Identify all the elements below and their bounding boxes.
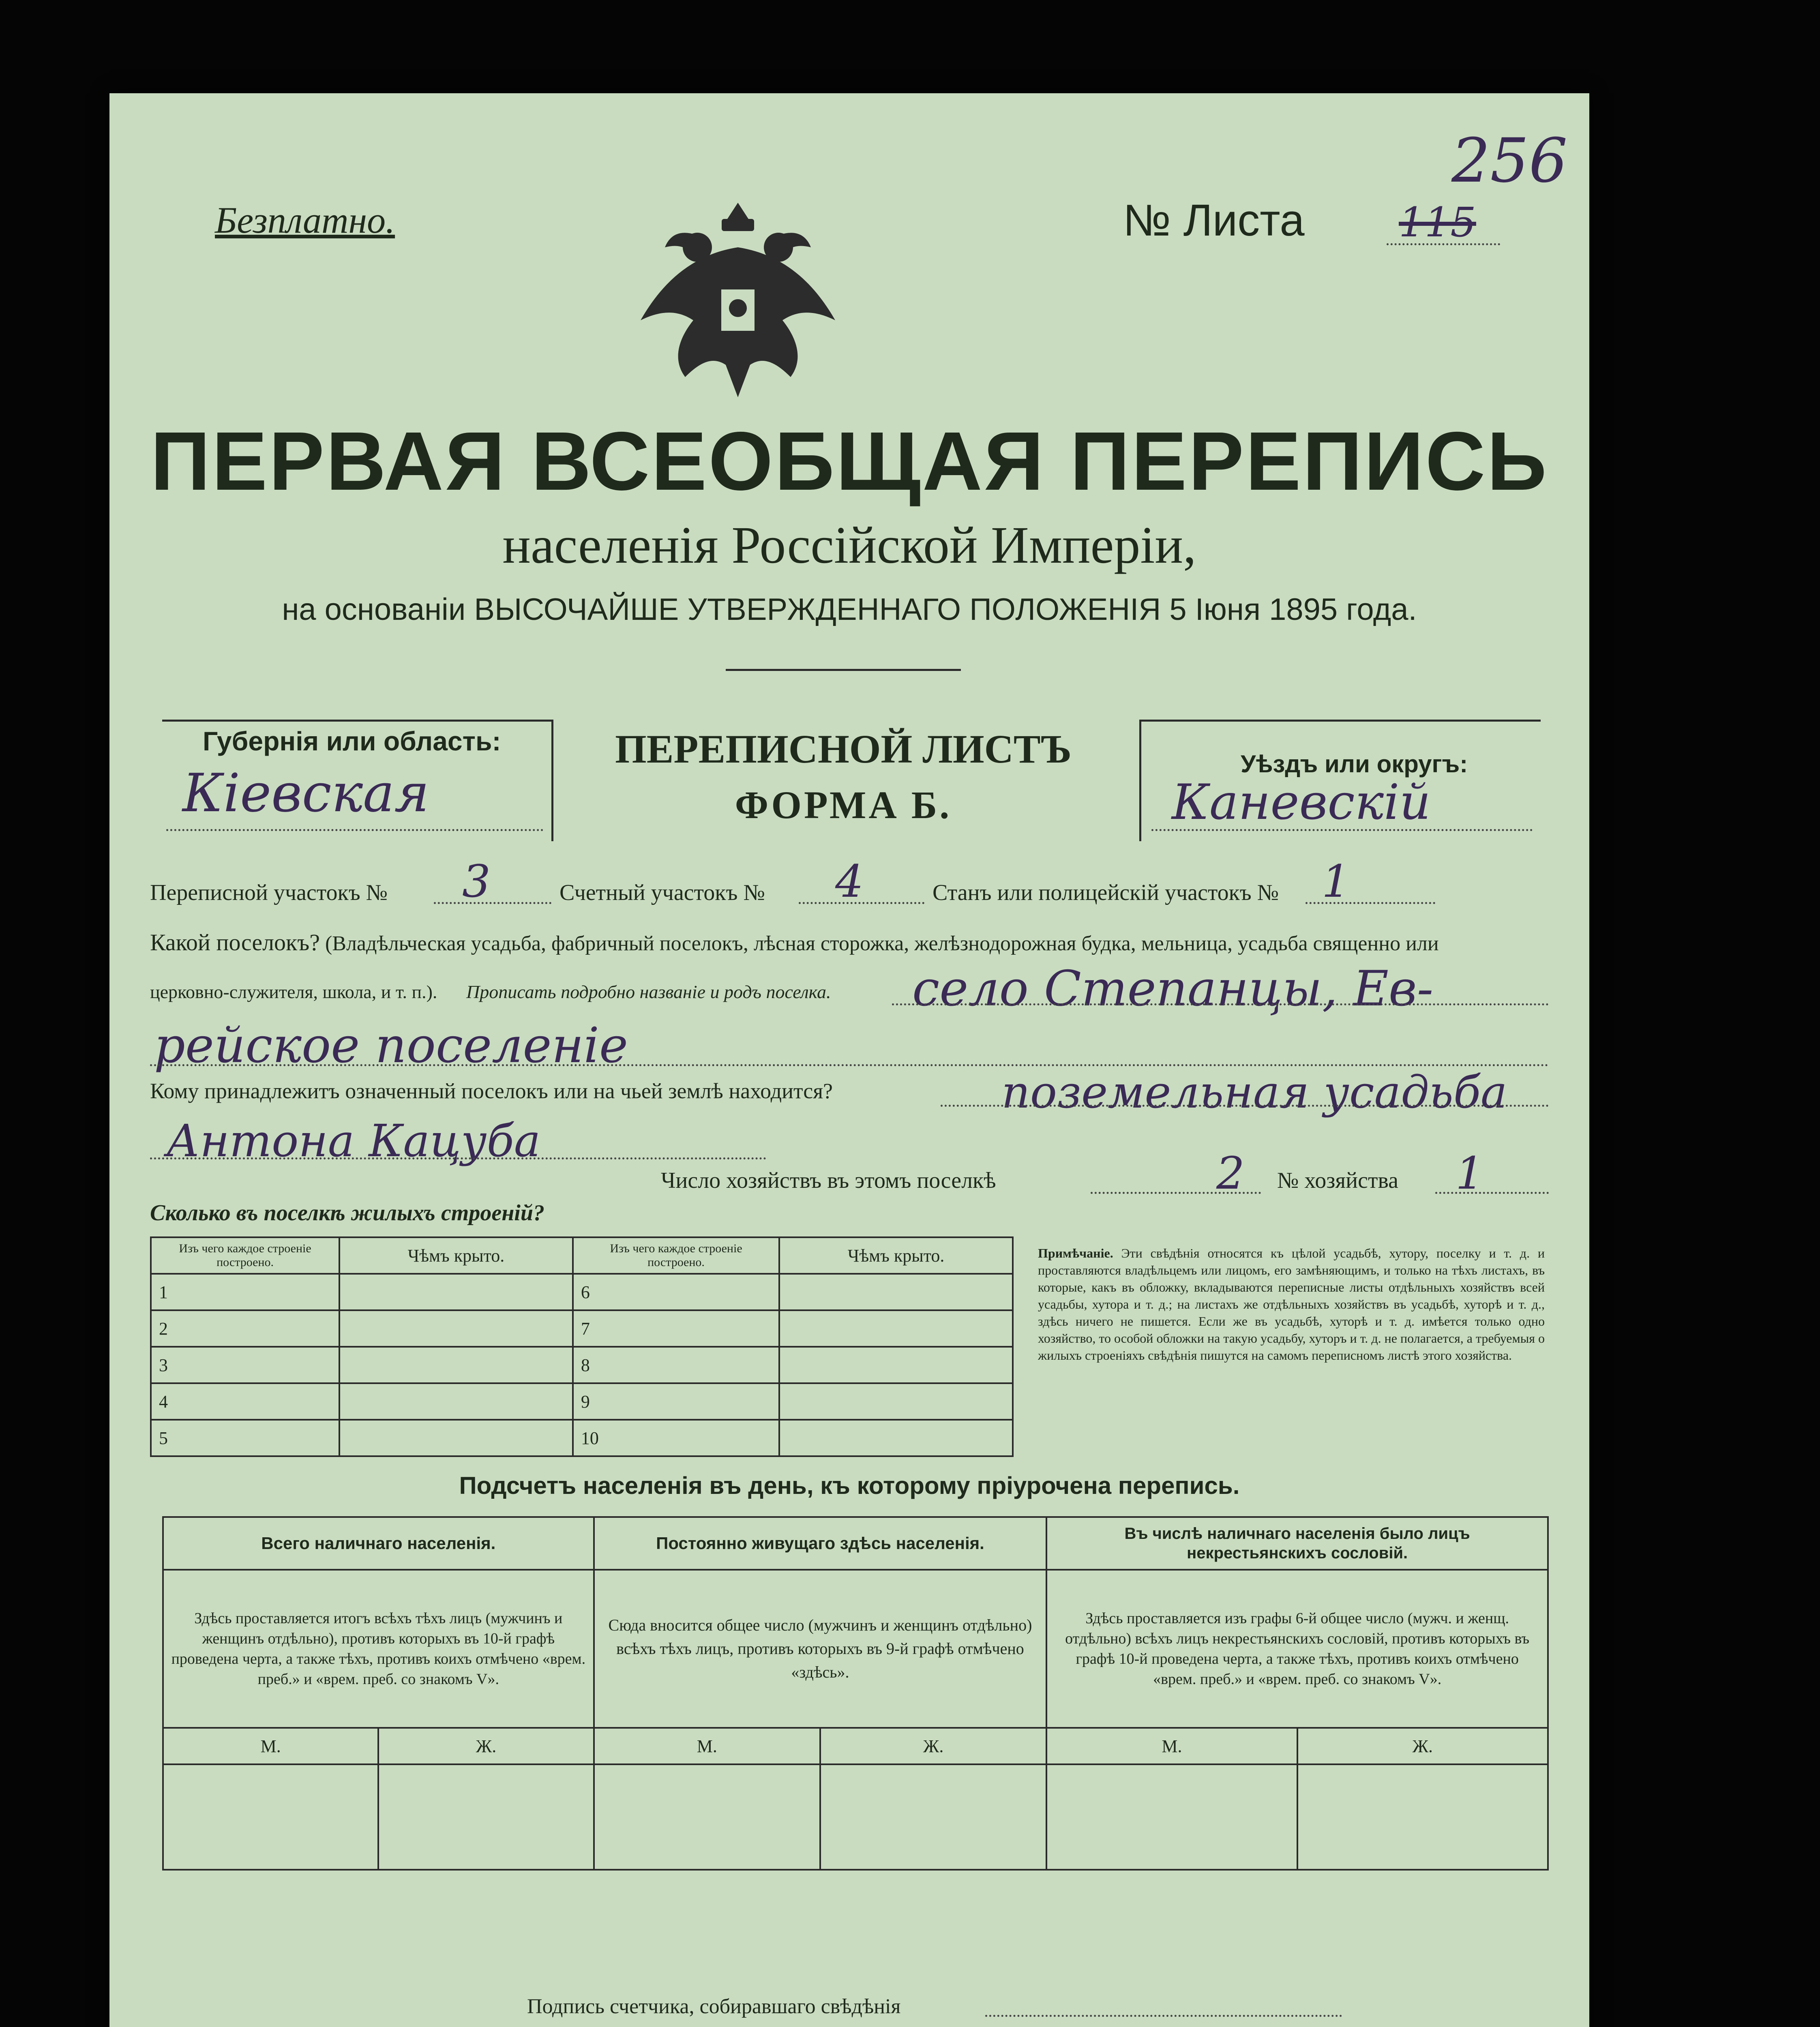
pop-cell <box>378 1764 594 1870</box>
stan-label: Станъ или полицейскій участокъ № <box>933 880 1279 905</box>
building-cell <box>779 1347 1013 1383</box>
pop-col3-title: Въ числѣ наличнаго населенія было лицъ некрестьянскихъ сословій. <box>1046 1517 1548 1570</box>
stan-line <box>1306 902 1435 904</box>
free-label: Безплатно. <box>215 199 395 241</box>
population-table <box>162 1516 1549 1871</box>
census-basis: на основаніи ВЫСОЧАЙШЕ УТВЕРЖДЕННАГО ПОЛОЖЕНІЯ 5 Іюня 1895 года. <box>282 592 1417 627</box>
pop-col1-f: Ж. <box>378 1728 594 1764</box>
form-type: ФОРМА Б. <box>735 783 952 827</box>
uezd-line <box>1151 829 1533 831</box>
building-row-num: 9 <box>573 1383 779 1420</box>
census-area-line <box>434 902 551 904</box>
building-row-num: 2 <box>151 1310 339 1347</box>
settlement-question: Какой поселокъ? <box>150 929 320 956</box>
pop-cell <box>1046 1764 1297 1870</box>
settlement-hint-instruction: Прописать подробно названіе и родъ поселка. <box>466 981 831 1002</box>
owner-line-1 <box>941 1105 1549 1107</box>
count-area-line <box>799 902 924 904</box>
census-area-value: 3 <box>462 855 491 907</box>
buildings-col-material-left: Изъ чего каждое строеніе построено. <box>151 1237 339 1274</box>
buildings-col-material-right: Изъ чего каждое строеніе построено. <box>573 1237 779 1274</box>
buildings-note <box>1038 1245 1545 1364</box>
building-row-num: 8 <box>573 1347 779 1383</box>
title-divider <box>726 669 961 671</box>
households-line <box>1091 1192 1261 1194</box>
household-no-line <box>1435 1192 1549 1194</box>
building-cell <box>339 1310 573 1347</box>
pop-cell <box>820 1764 1046 1870</box>
building-row-num: 1 <box>151 1274 339 1310</box>
pop-col1-m: М. <box>163 1728 378 1764</box>
building-row-num: 4 <box>151 1383 339 1420</box>
settlement-value-1: село Степанцы, Ев- <box>912 961 1434 1017</box>
census-form-sheet <box>109 93 1589 2027</box>
owner-value-1: поземельная усадьба <box>1001 1066 1507 1118</box>
pop-col2-title: Постоянно живущаго здѣсь населенія. <box>594 1517 1047 1570</box>
form-title: ПЕРЕПИСНОЙ ЛИСТЪ <box>615 726 1072 771</box>
building-cell <box>779 1420 1013 1456</box>
census-area-label: Переписной участокъ № <box>150 880 388 905</box>
buildings-col-roof-left: Чѣмъ крыто. <box>339 1237 573 1274</box>
census-subtitle: населенія Россійской Имперіи, <box>502 516 1196 574</box>
gubernia-label: Губернія или область: <box>203 726 501 756</box>
uezd-box-top <box>1139 720 1541 722</box>
building-row-num: 10 <box>573 1420 779 1456</box>
pop-cell <box>163 1764 378 1870</box>
pop-col1-text: Здѣсь проставляется итогъ всѣхъ тѣхъ лицъ (мужчинъ и женщинъ отдѣльно), противъ которыхъ въ 10-й графѣ проведена черта, а также тѣхъ, противъ коихъ отмѣчено «врем. преб.» и «врем. преб. со знакомъ V». <box>163 1570 594 1728</box>
household-no-value: 1 <box>1456 1147 1484 1199</box>
note-text: Эти свѣдѣнія относятся къ цѣлой усадьбѣ, хутору, поселку и т. д. и проставляются владѣльцемъ или лицомъ, его замѣняющимъ, и только на тѣхъ листахъ, въ которые, какъ въ обложку, вкладываются переписные листы отдѣльныхъ хозяйствъ всей усадьбы, хутора и т. д.; на листахъ же отдѣльныхъ хозяйствъ въ усадьбѣ, хуторѣ и т. д., здѣсь ничего не пишется. Если же въ усадьбѣ, хуторѣ и т. д. имѣется только одно хозяйство, то особой обложки на такую усадьбу, хуторъ и т. д. не полагается, а требуемыя о жилыхъ строеніяхъ свѣдѣнія пишутся на самомъ переписномъ листѣ этого хозяйства. <box>1038 1246 1545 1363</box>
building-cell <box>779 1310 1013 1347</box>
building-cell <box>339 1347 573 1383</box>
pop-col2-text: Сюда вносится общее число (мужчинъ и женщинъ отдѣльно) всѣхъ тѣхъ лицъ, противъ которыхъ въ 9-й графѣ отмѣчено «здѣсь». <box>594 1570 1047 1728</box>
building-cell <box>779 1274 1013 1310</box>
note-label: Примѣчаніе. <box>1038 1246 1113 1260</box>
count-area-label: Счетный участокъ № <box>560 880 765 905</box>
building-cell <box>339 1420 573 1456</box>
gubernia-value: Кіевская <box>182 762 429 824</box>
count-area-value: 4 <box>835 855 864 907</box>
pop-col3-f: Ж. <box>1297 1728 1548 1764</box>
sheet-number-correction: 256 <box>1451 126 1568 196</box>
building-row-num: 3 <box>151 1347 339 1383</box>
signature-line <box>985 2015 1342 2017</box>
building-cell <box>779 1383 1013 1420</box>
building-cell <box>339 1274 573 1310</box>
population-heading: Подсчетъ населенія въ день, къ которому пріурочена перепись. <box>459 1472 1240 1499</box>
pop-col1-title: Всего наличнаго населенія. <box>163 1517 594 1570</box>
uezd-label: Уѣздъ или округъ: <box>1241 750 1468 778</box>
stan-value: 1 <box>1322 855 1350 907</box>
pop-col2-f: Ж. <box>820 1728 1046 1764</box>
building-row-num: 7 <box>573 1310 779 1347</box>
households-label: Число хозяйствъ въ этомъ поселкѣ <box>661 1168 996 1193</box>
pop-cell <box>1297 1764 1548 1870</box>
gubernia-line <box>166 829 543 831</box>
settlement-line-1 <box>892 1003 1549 1005</box>
signature-label: Подпись счетчика, собиравшаго свѣдѣнія <box>527 1995 901 2018</box>
owner-line-2 <box>150 1157 766 1159</box>
gubernia-box-right <box>551 720 553 841</box>
households-value: 2 <box>1216 1147 1245 1199</box>
uezd-box-left <box>1139 720 1141 841</box>
household-no-label: № хозяйства <box>1277 1168 1399 1193</box>
pop-col2-m: М. <box>594 1728 820 1764</box>
building-cell <box>339 1383 573 1420</box>
uezd-value: Каневскій <box>1172 774 1431 831</box>
sheet-number-line <box>1387 243 1500 245</box>
gubernia-box-top <box>162 720 551 722</box>
buildings-col-roof-right: Чѣмъ крыто. <box>779 1237 1013 1274</box>
imperial-eagle-emblem <box>624 186 851 414</box>
pop-cell <box>594 1764 820 1870</box>
settlement-value-2: рейское поселеніе <box>154 1018 628 1074</box>
building-row-num: 6 <box>573 1274 779 1310</box>
sheet-number-label: № Листа <box>1123 195 1305 245</box>
settlement-question-row <box>150 928 1549 958</box>
settlement-hint-1: (Владѣльческая усадьба, фабричный поселокъ, лѣсная сторожка, желѣзнодорожная будка, мельница, усадьба священно или <box>325 932 1439 955</box>
sheet-number-value: 115 <box>1399 199 1476 246</box>
owner-question: Кому принадлежитъ означенный поселокъ или на чьей землѣ находится? <box>150 1079 833 1103</box>
owner-value-2: Антона Кацуба <box>166 1115 541 1167</box>
building-row-num: 5 <box>151 1420 339 1456</box>
pop-col3-text: Здѣсь проставляется изъ графы 6-й общее число (мужч. и женщ. отдѣльно) всѣхъ лицъ некрестьянскихъ сословій, противъ которыхъ въ графѣ 10-й проведена черта, а также тѣхъ, противъ коихъ отмѣчено «врем. преб.» и «врем. преб. со знакомъ V». <box>1046 1570 1548 1728</box>
pop-col3-m: М. <box>1046 1728 1297 1764</box>
census-title: ПЕРВАЯ ВСЕОБЩАЯ ПЕРЕПИСЬ <box>150 415 1548 508</box>
settlement-hint-2: церковно-служителя, школа, и т. п.). <box>150 981 437 1002</box>
buildings-table <box>150 1236 1014 1457</box>
buildings-question: Сколько въ поселкѣ жилыхъ строеній? <box>150 1200 544 1226</box>
